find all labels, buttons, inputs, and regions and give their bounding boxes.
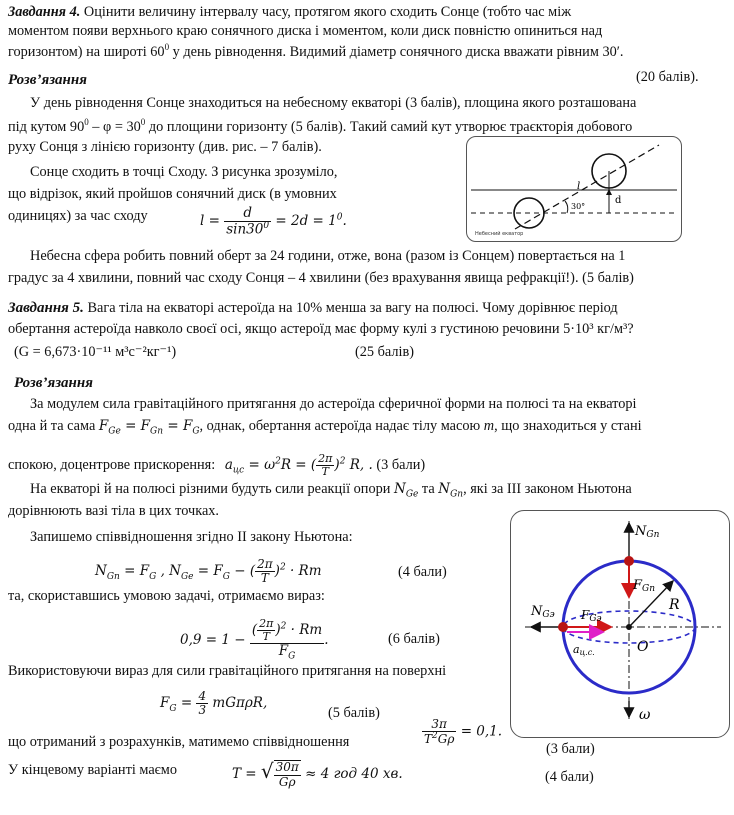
ratio-equation: 0,9 = 1 − ( $\frac{2\pi}{T}$ )$^2$ · Rm $F_G$ . bbox=[180, 617, 329, 662]
label-d: d bbox=[615, 195, 622, 206]
task5-para5: дорівнюють вазі тіла в цих точках. bbox=[8, 503, 220, 519]
task4-solution-line8: градус за 4 хвилини, повний час сходу Сонця – 4 хвилини (без врахування явища рефракції!). (5 балів) bbox=[8, 270, 634, 286]
task5-heading: Завдання 5. bbox=[8, 300, 84, 316]
newton-equation: $N_{Gп} = F_G$ , $N_{Gе} = F_G$ − ( $\frac{2\pi}{T}$ )$^2$ · Rm bbox=[95, 557, 322, 586]
task5-para10: У кінцевому варіанті маємо bbox=[8, 762, 178, 778]
task5-para9: що отриманий з розрахунків, матимемо співвідношення bbox=[8, 734, 350, 750]
task5-solution-heading: Розв’язання bbox=[14, 375, 93, 391]
equator-label: Небесний екватор bbox=[475, 231, 524, 237]
task4-solution-line6: одиницях) за час сходу bbox=[8, 208, 148, 224]
task5-para2: одна й та сама $F_{Gе} = F_{Gп} = F_G$, однак, обертання астероїда надає тілу масою m, що знаходиться у стані bbox=[8, 418, 642, 437]
task4-formula: l = $\frac{d}{\sin 30^0}$ = $2d = 1^0$. bbox=[200, 205, 347, 238]
sunrise-figure bbox=[466, 136, 682, 242]
ratio-points: (6 балів) bbox=[388, 631, 440, 647]
task4-points: (20 балів). bbox=[636, 69, 699, 85]
task5-statement-line1: Завдання 5. Вага тіла на екваторі астероїда на 10% менша за вагу на полюсі. Чому дорівнює період bbox=[8, 300, 618, 316]
task4-heading: Завдання 4. bbox=[8, 4, 81, 20]
relation-formula: $\frac{3\pi}{T^2G\rho}$ = 0,1. bbox=[424, 717, 503, 747]
asteroid-diagram bbox=[511, 511, 729, 737]
label-l: l bbox=[577, 181, 581, 192]
asteroid-figure bbox=[510, 510, 730, 738]
task4-solution-line4: Сонце сходить в точці Сходу. З рисунка зрозуміло, bbox=[30, 164, 338, 180]
label-omega: ω bbox=[639, 707, 651, 723]
final-points: (4 бали) bbox=[545, 769, 594, 785]
task5-para8: Використовуючи вираз для сили гравітаційного притягання на поверхні bbox=[8, 663, 447, 679]
task4-solution-line5: що відрізок, який пройшов сонячний диск (в умовних bbox=[8, 186, 337, 202]
task4-solution-line1: У день рівнодення Сонце знаходиться на небесному екваторі (3 балів), площина якого розташована bbox=[30, 95, 637, 111]
label-O: O bbox=[637, 639, 649, 655]
task5-para3: спокою, доцентрове прискорення: $a_{цс} = \omega^2R$ = ( $\frac{2\pi}{T}$ )$^2$ R, . (3 бали) bbox=[8, 452, 426, 479]
label-N-eq: NGэ bbox=[531, 604, 555, 620]
sunrise-diagram bbox=[467, 137, 681, 241]
gravity-points: (5 балів) bbox=[328, 705, 380, 721]
task4-solution-line2: під кутом $90^0 - \varphi = 30^0$ до площини горизонту (5 балів). Такий самий кут утворює траєкторія добового bbox=[8, 117, 633, 135]
final-formula: T = √ $\frac{30\pi}{G\rho}$ ≈ 4 год 40 хв. bbox=[232, 759, 403, 789]
gravity-formula: $F_G$ = $\frac{4}{3}$ mGπρR, bbox=[160, 689, 268, 718]
label-angle: 30° bbox=[571, 202, 586, 211]
task4-solution-heading: Розв’язання bbox=[8, 72, 87, 88]
label-a: aц.с. bbox=[573, 643, 595, 657]
task5-statement-line3: (G = 6,673·10⁻¹¹ м³с⁻²кг⁻¹) bbox=[14, 344, 177, 360]
task4-statement-line2: моментом появи верхнього краю сонячного диска і моментом, коли диск повністю опиниться над bbox=[8, 23, 603, 39]
task5-para6: Запишемо співвідношення згідно II закону Ньютона: bbox=[30, 529, 353, 545]
task4-statement-line1: Завдання 4. Оцінити величину інтервалу часу, протягом якого сходить Сонце (тобто час між bbox=[8, 4, 572, 20]
label-F-pole: FGп bbox=[633, 578, 656, 594]
newton-points: (4 бали) bbox=[398, 564, 447, 580]
task5-points: (25 балів) bbox=[355, 344, 414, 360]
task4-solution-line3: руху Сонця з лінією горизонту (див. рис. – 7 балів). bbox=[8, 139, 322, 155]
task5-para7: та, скориставшись умовою задачі, отримаємо вираз: bbox=[8, 588, 325, 604]
task5-para4: На екваторі й на полюсі різними будуть сили реакції опори $N_{Gе}$ та $N_{Gп}$, які за III законом Ньютона bbox=[30, 481, 632, 500]
label-N-pole: NGп bbox=[635, 524, 660, 540]
label-F-eq: FGэ bbox=[581, 608, 602, 624]
relation-points: (3 бали) bbox=[546, 741, 595, 757]
task4-solution-line7: Небесна сфера робить повний оберт за 24 години, отже, вона (разом із Сонцем) повертається на 1 bbox=[30, 248, 626, 264]
task4-statement-line3: горизонтом) на широті $60^0$ у день рівнодення. Видимий діаметр сонячного диска вважати рівним 30′. bbox=[8, 42, 624, 60]
task5-para1: За модулем сила гравітаційного притягання до астероїда сферичної форми на полюсі та на екваторі bbox=[30, 396, 637, 412]
task5-statement-line2: обертання астероїда навколо своєї осі, якщо астероїд має форму кулі з густиною речовини 5·10³ кг/м³? bbox=[8, 321, 634, 337]
label-R: R bbox=[669, 597, 680, 613]
